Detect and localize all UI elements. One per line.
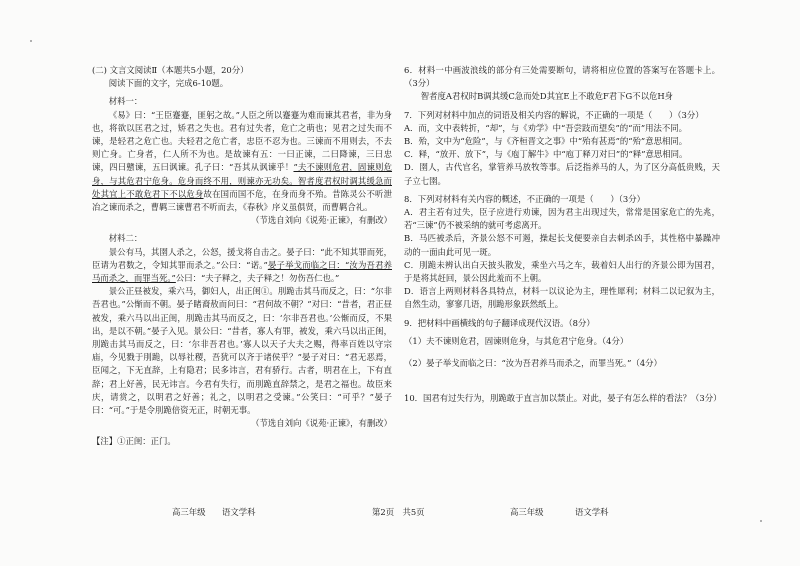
question-9-part-2: （2）晏子举戈而临之曰：“汝为吾君养马而杀之，而罪当死。”（4分） [404, 358, 662, 369]
instruction: 阅读下面的文字，完成6-10题。 [108, 78, 229, 89]
material-1-label: 材料一： [108, 96, 143, 107]
footer-page-info: 第2页 共5页 [372, 507, 425, 517]
question-6: 6．材料一中画波浪线的部分有三处需要断句，请将相应位置的答案写在答题卡上。（3分） [404, 65, 720, 89]
material-2-underlined: 晏子举戈而临之曰：“汝为吾君养马而杀之，而罪当死。” [92, 259, 392, 284]
section-title: (二) 文言文阅读Ⅱ（本题共5小题，20分） [92, 65, 249, 75]
material-2-text-a: 景公有马，其圉人杀之，公怒，援戈将自击之。晏子曰：“此不知其罪而死，臣请为君数之，令知其罪而杀之。”公曰：“诺。” [92, 246, 392, 270]
left-column [92, 64, 392, 449]
footer-left-subject: 语文学科 [222, 507, 256, 517]
right-column [404, 64, 720, 405]
scan-speck [760, 520, 762, 522]
question-8-option-a: A．君主若有过失，臣子应进行劝谏，因为君主出现过失，常常是国家危亡的先兆，若“三谏”仍不被采纳的就可考虑离开。 [404, 207, 720, 231]
material-1-underlined: ”夫不谏则危君，固谏则危身，与其危君宁危身。危身而终不用，则谏亦无功矣。智者度君权时调其缓急而处其宜上不敢危君下不以危身 [92, 162, 393, 199]
footer-right-subject: 语文学科 [575, 507, 609, 517]
question-10: 10．国君有过失行为，刖跪敢于直言加以禁止。对此，晏子有怎么样的看法？（3分） [404, 393, 722, 404]
material-2-label: 材料二： [108, 233, 143, 244]
question-7-option-a: A．而，文中表转折，“却”，与《劝学》中“吾尝跂而望矣”的“而”用法不同。 [404, 122, 687, 133]
footer-left-grade: 高三年级 [172, 507, 206, 517]
footnote: 【注】①正闺：正门。 [92, 436, 176, 447]
question-9: 9．把材料中画横线的句子翻译成现代汉语。（8分） [404, 317, 595, 328]
material-1-text-b: 故在国而国不危，在身而身不殆。昔陈灵公不听泄冶之谏而杀之，曹羁三谏曹君不听而去，《春秋》序义虽俱贤，而曹羁合礼。 [92, 188, 393, 213]
question-6-sentence: 智者度A君权时B调其缓C急而处D其宜E上不敢危F君下G不以危H身 [420, 91, 674, 102]
question-7-option-b: B．殆，文中为“危险”，与《齐桓晋文之事》中“殆有甚焉”的“殆”意思相同。 [404, 136, 688, 147]
question-8: 8．下列对材料有关内容的概述，不正确的一项是（ ）（3分） [404, 193, 645, 204]
question-9-part-1: （1）夫不谏则危君，固谏则危身，与其危君宁危身。（4分） [404, 335, 629, 346]
question-8-option-b: B．马匹被杀后，齐景公怒不可遏，操起长戈便要亲自去刺杀凶手，其性格中暴躁冲动的一面由此可见一斑。 [404, 233, 720, 257]
material-2-source: （节选自刘向《说苑·正谏》，有删改） [251, 418, 392, 429]
question-7-option-d: D．圉人，古代官名，掌管养马放牧等事。后泛指养马的人，为了区分高低贵贱，天子立七圉。 [404, 162, 720, 186]
material-2-text-b: 公曰：“夫子释之，夫子释之！勿伤吾仁也。” [175, 273, 340, 284]
material-2-para-2: 景公正昼被发，乘六马，御妇人，出正闺①。刖跪击其马而反之，曰：“尔非吾君也。”公惭而不朝。晏子睹裔敖而问曰：“君何故不朝？”对曰：“昔者，君正昼被发，乘六马以出正闺，刖跪击其马而反之，曰：‘尔非吾君也。’公惭而反，不果出，是以不朝。”晏子入见。景公曰：“昔者，寡人有罪，被发，乘六马以出正闺，刖跪击其马而反之，曰：‘尔非吾君也。’寡人以天子大夫之赐，得率百姓以守宗庙，今见戮于刖跪，以辱社稷，吾犹可以齐于诸侯乎？”晏子对曰：“君无恶焉，臣闻之，下无直辞，上有隐君；民多讳言，君有骄行。古者，明君在上，下有直辞；君上好善，民无讳言。今君有失行，而刖跪直辞禁之，是君之福也。故臣来庆，请赏之，以明君之好善；礼之，以明君之受谏。”公笑曰：“可乎？”晏子曰：“可。”于是令刖跪倍资无正，时朝无事。 [92, 286, 392, 416]
scan-speck [30, 40, 32, 42]
material-1-text [92, 109, 392, 215]
question-7: 7．下列对材料中加点的词语及相关内容的解说，不正确的一项是（ ）（3分） [404, 109, 704, 120]
material-1-text-a: 《易》曰：“王臣蹇蹇，匪躬之故。”人臣之所以蹇蹇为难而谏其君者，非为身也，将欲以匡君之过，矫君之失也。君有过失者，危亡之萌也；见君之过失而不谏，是轻君之危亡也。夫轻君之危亡者，忠臣不忍为也。三谏而不用则去，不去则亡身。亡身者，仁人所不为也。是故谏有五：一曰正谏，二曰降谏，三曰忠谏，四曰戆谏，五曰讽谏。孔子曰：“吾其从讽谏乎！ [92, 109, 392, 173]
material-2-para-1 [92, 246, 392, 286]
question-8-option-c: C．刖跪未辨认出白天披头散发，乘坐六马之车，载着妇人出行的齐景公即为国君，于是将其赶回，景公因此羞而不上朝。 [404, 259, 720, 284]
question-7-option-c: C．释，“放开、放下”，与《庖丁解牛》中“庖丁释刀对曰”的“释”意思相同。 [404, 149, 688, 160]
question-8-option-d: D．语言上两则材料各具特点，材料一以议论为主，理性犀利；材料二以记叙为主，自然生动，寥寥几语，刖跪形象跃然纸上。 [404, 286, 720, 310]
footer-right-grade: 高三年级 [510, 507, 544, 517]
material-1-source: （节选自刘向《说苑·正谏》，有删改） [251, 215, 392, 226]
